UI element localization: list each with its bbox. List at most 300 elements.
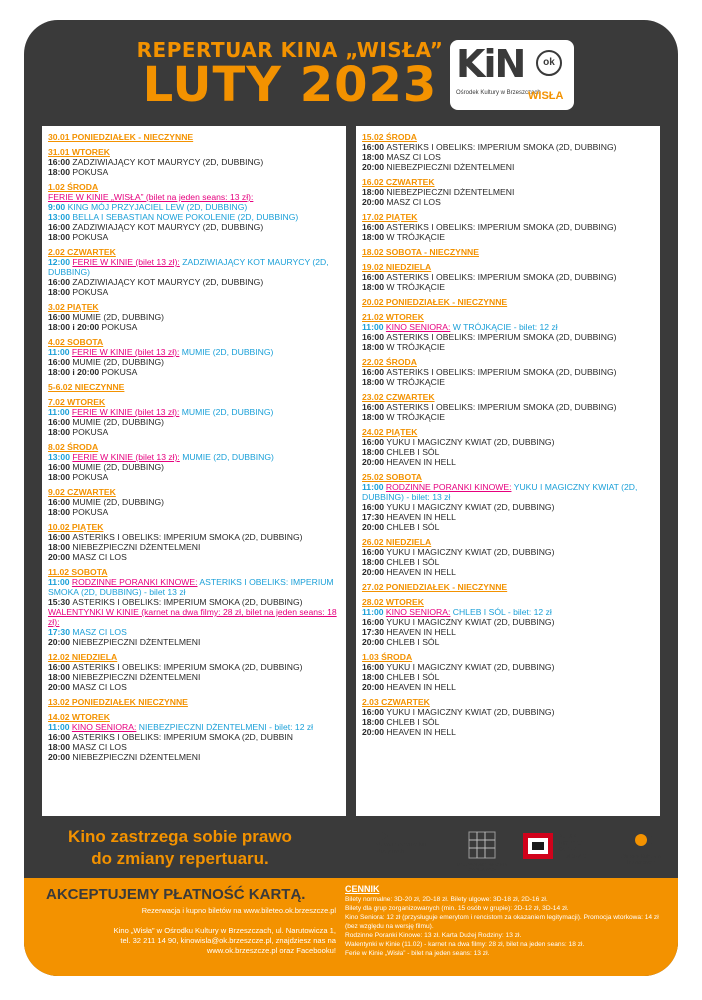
showing-title: NIEBEZPIECZNI DŻENTELMENI bbox=[72, 637, 201, 647]
showing-time: 18:00 bbox=[362, 377, 387, 387]
price-list-title: CENNIK bbox=[345, 884, 380, 894]
showing-time: 18:00 bbox=[362, 717, 387, 727]
schedule-day bbox=[48, 132, 346, 142]
price-line: Ferie w Kinie „Wisła” - bilet na jeden seans: 13 zł. bbox=[345, 950, 490, 957]
ok-circle-icon bbox=[629, 828, 653, 852]
showing-title: MUMIE (2D, DUBBING) bbox=[181, 407, 274, 417]
schedule-day bbox=[48, 302, 346, 332]
schedule-day bbox=[362, 392, 660, 422]
showing-title: W TRÓJKĄCIE bbox=[386, 377, 445, 387]
showing-row bbox=[48, 322, 346, 332]
day-heading: 5-6.02 NIECZYNNE bbox=[48, 382, 125, 392]
notice-line-1: Kino zastrzega sobie prawo bbox=[68, 827, 292, 846]
showing-title: ASTERIKS I OBELIKS: IMPERIUM SMOKA (2D, DUBBING) bbox=[386, 142, 617, 152]
day-heading: 25.02 SOBOTA bbox=[362, 472, 423, 482]
showing-title: MASZ CI LOS bbox=[72, 682, 127, 692]
showing-title: POKUSA bbox=[101, 322, 138, 332]
showing-row bbox=[362, 617, 660, 627]
showing-time: 16:00 bbox=[48, 277, 73, 287]
special-event-label: FERIE W KINIE „WISŁA” (bilet na jeden seans: 13 zł): bbox=[48, 192, 254, 202]
showing-time: 16:00 bbox=[362, 222, 387, 232]
logo-org-name: Ośrodek Kultury w Brzeszczach bbox=[456, 90, 541, 96]
day-heading: 11.02 SOBOTA bbox=[48, 567, 108, 577]
showing-title: YUKU I MAGICZNY KWIAT (2D, DUBBING) - bilet: 13 zł bbox=[362, 482, 638, 502]
showing-row bbox=[362, 322, 660, 332]
showing-title: POKUSA bbox=[101, 367, 138, 377]
showing-row bbox=[48, 532, 346, 542]
showing-title: W TRÓJKĄCIE bbox=[386, 282, 445, 292]
showing-row bbox=[48, 232, 346, 242]
showing-title: NIEBEZPIECZNI DŻENTELMENI bbox=[386, 187, 515, 197]
schedule-day bbox=[362, 582, 660, 592]
day-heading: 3.02 PIĄTEK bbox=[48, 302, 99, 312]
showing-time: 16:00 bbox=[362, 332, 387, 342]
showing-title: MUMIE (2D, DUBBING) bbox=[72, 462, 165, 472]
special-event-label: KINO SENIORA: bbox=[71, 722, 137, 732]
showing-title: MUMIE (2D, DUBBING) bbox=[72, 312, 165, 322]
showing-row bbox=[48, 732, 346, 742]
showing-row bbox=[362, 282, 660, 292]
showing-row bbox=[362, 152, 660, 162]
showing-row bbox=[48, 157, 346, 167]
showing-title: NIEBEZPIECZNI DŻENTELMENI bbox=[72, 542, 201, 552]
day-heading: 8.02 ŚRODA bbox=[48, 442, 99, 452]
showing-title: MUMIE (2D, DUBBING) bbox=[182, 452, 274, 462]
skfs-arrow-icon bbox=[358, 832, 388, 840]
showing-title: POKUSA bbox=[72, 167, 109, 177]
day-heading: 21.02 WTOREK bbox=[362, 312, 424, 322]
day-heading: 19.02 NIEDZIELA bbox=[362, 262, 432, 272]
showing-row bbox=[48, 462, 346, 472]
special-event-label: RODZINNE PORANKI KINOWE: bbox=[385, 482, 512, 492]
day-heading: 15.02 ŚRODA bbox=[362, 132, 417, 142]
showing-time: 20:00 bbox=[362, 522, 387, 532]
showing-time: 18:00 bbox=[362, 282, 387, 292]
showing-title: ASTERIKS I OBELIKS: IMPERIUM SMOKA (2D, DUBBING) bbox=[386, 272, 617, 282]
showing-time: 16:00 bbox=[48, 532, 73, 542]
showing-row bbox=[48, 407, 346, 417]
showing-time: 11:00 bbox=[48, 722, 72, 732]
showing-row bbox=[48, 742, 346, 752]
showing-row bbox=[362, 502, 660, 512]
schedule-day bbox=[48, 382, 346, 392]
poster-month: LUTY 2023 bbox=[142, 57, 438, 113]
showing-title: MUMIE (2D, DUBBING) bbox=[72, 417, 165, 427]
showing-time: 13:00 bbox=[48, 212, 73, 222]
showing-time: 17:30 bbox=[48, 627, 73, 637]
showing-row bbox=[48, 212, 346, 222]
showing-row bbox=[362, 402, 660, 412]
showing-time: 18:00 bbox=[48, 672, 73, 682]
showing-title: ASTERIKS I OBELIKS: IMPERIUM SMOKA (2D, DUBBING) - bilet 13 zł bbox=[48, 577, 334, 597]
showing-title: MASZ CI LOS bbox=[72, 627, 127, 637]
schedule-day bbox=[48, 147, 346, 177]
showing-row bbox=[362, 447, 660, 457]
special-event-label: KINO SENIORA: bbox=[385, 607, 451, 617]
showing-time: 16:00 bbox=[362, 662, 387, 672]
showing-row bbox=[48, 627, 346, 637]
logo-wisla: WISŁA bbox=[528, 90, 564, 102]
showing-row bbox=[362, 512, 660, 522]
showing-title: NIEBEZPIECZNI DŻENTELMENI - bilet: 12 zł bbox=[138, 722, 314, 732]
day-heading: 2.03 CZWARTEK bbox=[362, 697, 430, 707]
price-line: Walentynki w Kinie (11.02) - karnet na dwa filmy: 28 zł, bilet na jeden seans: 18 zł. bbox=[345, 941, 585, 948]
showing-title: ZADZIWIAJĄCY KOT MAURYCY (2D, DUBBING) bbox=[72, 222, 264, 232]
price-list bbox=[345, 884, 663, 958]
showing-row bbox=[362, 607, 660, 617]
showing-title: POKUSA bbox=[72, 427, 109, 437]
showing-time: 18:00 i 20:00 bbox=[48, 322, 102, 332]
showing-title: ASTERIKS I OBELIKS: IMPERIUM SMOKA (2D, DUBBING) bbox=[386, 402, 617, 412]
skfs-logo: stowarzyszenie kin studyjnych bbox=[358, 832, 428, 856]
showing-time: 16:00 bbox=[48, 497, 73, 507]
showing-row bbox=[48, 507, 346, 517]
showing-row bbox=[362, 367, 660, 377]
showing-title: NIEBEZPIECZNI DŻENTELMENI bbox=[386, 162, 515, 172]
showing-time: 15:30 bbox=[48, 597, 73, 607]
special-event-label: FERIE W KINIE (bilet 13 zł): bbox=[71, 347, 180, 357]
cinema-address: Kino „Wisła” w Ośrodku Kultury w Brzeszczach, ul. Narutowicza 1, tel. 32 211 14 90, kinowisla@ok.brzeszcze.pl, znajdziesz nas na www.ok.brzeszcze.pl oraz Facebooku! bbox=[113, 926, 336, 955]
schedule-day bbox=[362, 312, 660, 352]
showing-time: 16:00 bbox=[48, 357, 73, 367]
showing-title: HEAVEN IN HELL bbox=[386, 727, 456, 737]
day-heading: 12.02 NIEDZIELA bbox=[48, 652, 118, 662]
day-heading: 24.02 PIĄTEK bbox=[362, 427, 418, 437]
schedule-day bbox=[48, 652, 346, 692]
special-event-label: RODZINNE PORANKI KINOWE: bbox=[71, 577, 198, 587]
showing-title: POKUSA bbox=[72, 232, 109, 242]
schedule-right-column bbox=[356, 126, 660, 816]
day-heading: 4.02 SOBOTA bbox=[48, 337, 104, 347]
malopolska-grid-icon bbox=[467, 830, 497, 860]
schedule-day bbox=[362, 472, 660, 532]
showing-row bbox=[362, 522, 660, 532]
showing-row bbox=[362, 232, 660, 242]
showing-time: 12:00 bbox=[48, 257, 73, 267]
day-heading: 1.03 ŚRODA bbox=[362, 652, 413, 662]
schedule-day bbox=[362, 357, 660, 387]
schedule-day bbox=[362, 597, 660, 647]
showing-title: CHLEB I SÓL bbox=[386, 637, 440, 647]
showing-title: YUKU I MAGICZNY KWIAT (2D, DUBBING) bbox=[386, 437, 555, 447]
day-heading: 30.01 PONIEDZIAŁEK - NIECZYNNE bbox=[48, 132, 194, 142]
showing-row bbox=[362, 187, 660, 197]
repertoire-notice bbox=[30, 826, 330, 870]
showing-title: CHLEB I SÓL - bilet: 12 zł bbox=[452, 607, 552, 617]
showing-row bbox=[48, 222, 346, 232]
schedule-day bbox=[362, 537, 660, 577]
showing-row bbox=[362, 197, 660, 207]
kino-logo bbox=[450, 40, 574, 110]
showing-row bbox=[362, 162, 660, 172]
showing-time: 18:00 bbox=[48, 287, 73, 297]
showing-time: 18:00 i 20:00 bbox=[48, 367, 102, 377]
schedule-day bbox=[362, 262, 660, 292]
showing-title: CHLEB I SÓL bbox=[386, 557, 440, 567]
showing-time: 16:00 bbox=[362, 402, 387, 412]
logo-kin-text: KiN bbox=[456, 42, 525, 86]
showing-title: MUMIE (2D, DUBBING) bbox=[181, 347, 274, 357]
showing-title: YUKU I MAGICZNY KWIAT (2D, DUBBING) bbox=[386, 707, 555, 717]
showing-title: ZADZIWIAJĄCY KOT MAURYCY (2D, DUBBING) bbox=[72, 277, 264, 287]
day-heading: 7.02 WTOREK bbox=[48, 397, 106, 407]
showing-time: 20:00 bbox=[48, 752, 73, 762]
showing-row bbox=[362, 557, 660, 567]
day-heading: 13.02 PONIEDZIAŁEK NIECZYNNE bbox=[48, 697, 188, 707]
showing-title: YUKU I MAGICZNY KWIAT (2D, DUBBING) bbox=[386, 547, 555, 557]
showing-time: 18:00 bbox=[48, 542, 73, 552]
showing-title: ASTERIKS I OBELIKS: IMPERIUM SMOKA (2D, DUBBING) bbox=[386, 222, 617, 232]
showing-title: CHLEB I SÓL bbox=[386, 672, 440, 682]
showing-title: MASZ CI LOS bbox=[386, 197, 441, 207]
showing-time: 18:00 bbox=[362, 187, 387, 197]
showing-time: 18:00 bbox=[362, 232, 387, 242]
showing-time: 16:00 bbox=[48, 732, 73, 742]
showing-title: ZADZIWIAJĄCY KOT MAURYCY (2D, DUBBING) bbox=[48, 257, 329, 277]
price-line: Bilety dla grup zorganizowanych (min. 15 osób w grupie): 2D-12 zł, 3D-14 zł. bbox=[345, 905, 569, 912]
showing-time: 17:30 bbox=[362, 512, 387, 522]
showing-row bbox=[362, 272, 660, 282]
showing-row bbox=[48, 312, 346, 322]
showing-time: 16:00 bbox=[48, 312, 73, 322]
schedule-day bbox=[362, 132, 660, 172]
day-heading: 9.02 CZWARTEK bbox=[48, 487, 116, 497]
showing-time: 16:00 bbox=[48, 157, 73, 167]
day-heading: 16.02 CZWARTEK bbox=[362, 177, 435, 187]
showing-time: 18:00 bbox=[48, 427, 73, 437]
showing-row bbox=[48, 192, 346, 202]
showing-time: 11:00 bbox=[362, 322, 386, 332]
showing-title: MUMIE (2D, DUBBING) bbox=[72, 357, 165, 367]
schedule-day bbox=[48, 397, 346, 437]
showing-row bbox=[362, 672, 660, 682]
showing-time: 20:00 bbox=[48, 637, 73, 647]
special-event-label: FERIE W KINIE (bilet 13 zł): bbox=[72, 452, 180, 462]
schedule-day bbox=[362, 697, 660, 737]
showing-row bbox=[48, 202, 346, 212]
showing-row bbox=[48, 607, 346, 627]
showing-time: 11:00 bbox=[48, 347, 72, 357]
showing-row bbox=[48, 167, 346, 177]
showing-row bbox=[48, 637, 346, 647]
showing-time: 20:00 bbox=[362, 197, 387, 207]
showing-row bbox=[48, 662, 346, 672]
showing-title: MUMIE (2D, DUBBING) bbox=[72, 497, 165, 507]
showing-row bbox=[362, 142, 660, 152]
showing-title: HEAVEN IN HELL bbox=[386, 627, 456, 637]
showing-time: 16:00 bbox=[48, 662, 73, 672]
schedule-day bbox=[362, 427, 660, 467]
showing-title: HEAVEN IN HELL bbox=[386, 567, 456, 577]
showing-row bbox=[48, 277, 346, 287]
showing-title: NIEBEZPIECZNI DŻENTELMENI bbox=[72, 672, 201, 682]
showing-time: 20:00 bbox=[362, 162, 387, 172]
showing-row bbox=[362, 627, 660, 637]
malopolska-logo: MAŁOPOLSKA SIEĆ KIN CYFROWYCH bbox=[452, 830, 512, 872]
showing-time: 16:00 bbox=[362, 367, 387, 377]
showing-time: 20:00 bbox=[362, 457, 387, 467]
showing-title: KING MÓJ PRZYJACIEL LEW (2D, DUBBING) bbox=[67, 202, 248, 212]
day-heading: 18.02 SOBOTA - NIECZYNNE bbox=[362, 247, 479, 257]
showing-time: 18:00 bbox=[362, 672, 387, 682]
special-event-label: FERIE W KINIE (bilet 13 zł): bbox=[72, 257, 180, 267]
day-heading: 26.02 NIEDZIELA bbox=[362, 537, 432, 547]
showing-title: CHLEB I SÓL bbox=[386, 447, 440, 457]
showing-time: 18:00 bbox=[48, 232, 73, 242]
showing-row bbox=[362, 377, 660, 387]
schedule-day bbox=[48, 522, 346, 562]
showing-row bbox=[362, 717, 660, 727]
showing-title: YUKU I MAGICZNY KWIAT (2D, DUBBING) bbox=[386, 662, 555, 672]
showing-time: 18:00 bbox=[48, 472, 73, 482]
showing-row bbox=[362, 342, 660, 352]
showing-time: 20:00 bbox=[362, 727, 387, 737]
showing-row bbox=[48, 472, 346, 482]
showing-title: MASZ CI LOS bbox=[72, 742, 127, 752]
showing-time: 16:00 bbox=[362, 502, 387, 512]
showing-time: 16:00 bbox=[48, 462, 73, 472]
showing-row bbox=[48, 287, 346, 297]
showing-title: W TRÓJKĄCIE bbox=[386, 232, 445, 242]
showing-row bbox=[48, 552, 346, 562]
showing-time: 16:00 bbox=[48, 417, 73, 427]
schedule-day bbox=[48, 442, 346, 482]
showing-row bbox=[362, 547, 660, 557]
showing-title: BELLA I SEBASTIAN NOWE POKOLENIE (2D, DUBBING) bbox=[72, 212, 299, 222]
showing-title: HEAVEN IN HELL bbox=[386, 512, 456, 522]
showing-title: ASTERIKS I OBELIKS: IMPERIUM SMOKA (2D, DUBBING) bbox=[72, 597, 303, 607]
showing-time: 20:00 bbox=[362, 637, 387, 647]
showing-title: YUKU I MAGICZNY KWIAT (2D, DUBBING) bbox=[386, 502, 555, 512]
showing-row bbox=[48, 347, 346, 357]
schedule-day bbox=[48, 337, 346, 377]
schedule-left-column bbox=[42, 126, 346, 816]
showing-title: YUKU I MAGICZNY KWIAT (2D, DUBBING) bbox=[386, 617, 555, 627]
showing-title: POKUSA bbox=[72, 507, 109, 517]
day-heading: 31.01 WTOREK bbox=[48, 147, 110, 157]
day-heading: 2.02 CZWARTEK bbox=[48, 247, 116, 257]
showing-title: ASTERIKS I OBELIKS: IMPERIUM SMOKA (2D, DUBBING) bbox=[386, 332, 617, 342]
showing-time: 17:30 bbox=[362, 627, 387, 637]
schedule-day bbox=[48, 712, 346, 762]
showing-row bbox=[362, 707, 660, 717]
schedule-day bbox=[362, 247, 660, 257]
schedule-day bbox=[48, 487, 346, 517]
showing-time: 16:00 bbox=[48, 222, 73, 232]
showing-row bbox=[48, 357, 346, 367]
special-event-label: WALENTYNKI W KINIE (karnet na dwa filmy: 28 zł, bilet na jeden seans: 18 zł): bbox=[48, 607, 337, 627]
special-event-label: KINO SENIORA: bbox=[385, 322, 451, 332]
showing-time: 18:00 bbox=[48, 507, 73, 517]
showing-time: 16:00 bbox=[362, 272, 387, 282]
price-line: Kino Seniora: 12 zł (przysługuje emerytom i rencistom za okazaniem legitymacji). Promocja wtorkowa: 14 zł (bez względu na wersję filmu). bbox=[345, 914, 659, 930]
showing-row bbox=[48, 542, 346, 552]
showing-row bbox=[48, 597, 346, 607]
showing-row bbox=[48, 367, 346, 377]
showing-time: 18:00 bbox=[362, 342, 387, 352]
showing-row bbox=[362, 567, 660, 577]
showing-time: 18:00 bbox=[362, 557, 387, 567]
showing-row bbox=[48, 672, 346, 682]
sponsor-logos: stowarzyszenie kin studyjnych MAŁOPOLSKA SIEĆ KIN CYFROWYCH POLSKI INSTYTUT SZTUKI FILMOWEJ Ośrodek Kultury w Brzeszczach bbox=[356, 826, 666, 876]
showing-row bbox=[362, 412, 660, 422]
showing-title: POKUSA bbox=[72, 287, 109, 297]
showing-title: NIEBEZPIECZNI DŻENTELMENI bbox=[72, 752, 201, 762]
showing-row bbox=[362, 482, 660, 502]
schedule-day bbox=[48, 182, 346, 242]
showing-row bbox=[362, 437, 660, 447]
showing-time: 11:00 bbox=[48, 407, 72, 417]
showing-row bbox=[362, 727, 660, 737]
showing-title: HEAVEN IN HELL bbox=[386, 682, 456, 692]
showing-time: 11:00 bbox=[362, 482, 386, 492]
showing-row bbox=[48, 722, 346, 732]
ok-logo-icon: ok bbox=[536, 50, 562, 76]
showing-time: 16:00 bbox=[362, 707, 387, 717]
day-heading: 23.02 CZWARTEK bbox=[362, 392, 435, 402]
special-event-label: FERIE W KINIE (bilet 13 zł): bbox=[71, 407, 180, 417]
showing-row bbox=[48, 452, 346, 462]
showing-time: 16:00 bbox=[362, 142, 387, 152]
showing-time: 16:00 bbox=[362, 617, 387, 627]
showing-row bbox=[48, 752, 346, 762]
card-payment-notice: AKCEPTUJEMY PŁATNOŚĆ KARTĄ. bbox=[46, 886, 306, 903]
showing-time: 9:00 bbox=[48, 202, 68, 212]
showing-row bbox=[362, 637, 660, 647]
showing-row bbox=[48, 577, 346, 597]
showing-title: ASTERIKS I OBELIKS: IMPERIUM SMOKA (2D, DUBBING) bbox=[72, 532, 303, 542]
showing-title: CHLEB I SÓL bbox=[386, 522, 440, 532]
schedule-day bbox=[362, 297, 660, 307]
showing-time: 11:00 bbox=[362, 607, 386, 617]
showing-time: 18:00 bbox=[48, 167, 73, 177]
schedule-day bbox=[362, 652, 660, 692]
day-heading: 17.02 PIĄTEK bbox=[362, 212, 418, 222]
schedule-day bbox=[48, 247, 346, 297]
day-heading: 27.02 PONIEDZIAŁEK - NIECZYNNE bbox=[362, 582, 508, 592]
showing-time: 18:00 bbox=[362, 447, 387, 457]
showing-row bbox=[48, 497, 346, 507]
day-heading: 22.02 ŚRODA bbox=[362, 357, 417, 367]
price-list-lines bbox=[345, 895, 663, 958]
day-heading: 20.02 PONIEDZIAŁEK - NIECZYNNE bbox=[362, 297, 508, 307]
poster-title: REPERTUAR KINA „WISŁA” bbox=[136, 38, 444, 62]
schedule-day bbox=[48, 567, 346, 647]
showing-row bbox=[48, 417, 346, 427]
showing-title: W TRÓJKĄCIE bbox=[386, 342, 445, 352]
day-heading: 10.02 PIĄTEK bbox=[48, 522, 104, 532]
showing-title: W TRÓJKĄCIE bbox=[386, 412, 445, 422]
schedule-day bbox=[362, 212, 660, 242]
showing-title: ZADZIWIAJĄCY KOT MAURYCY (2D, DUBBING) bbox=[72, 157, 264, 167]
reservation-info[interactable]: Rezerwacja i kupno biletów na www.bileteo.ok.brzeszcze.pl bbox=[141, 906, 336, 915]
showing-time: 18:00 bbox=[48, 742, 73, 752]
showing-row bbox=[48, 682, 346, 692]
showing-title: ASTERIKS I OBELIKS: IMPERIUM SMOKA (2D, DUBBIN bbox=[72, 732, 293, 742]
showing-time: 11:00 bbox=[48, 577, 72, 587]
showing-title: ASTERIKS I OBELIKS: IMPERIUM SMOKA (2D, DUBBING) bbox=[72, 662, 303, 672]
showing-row bbox=[362, 662, 660, 672]
day-heading: 14.02 WTOREK bbox=[48, 712, 110, 722]
price-line: Rodzinne Poranki Kinowe: 13 zł. Karta Dużej Rodziny: 13 zł. bbox=[345, 932, 522, 939]
pisf-frame-icon bbox=[522, 832, 554, 860]
showing-time: 16:00 bbox=[362, 547, 387, 557]
showing-row bbox=[362, 222, 660, 232]
schedule-day bbox=[362, 177, 660, 207]
showing-row bbox=[362, 457, 660, 467]
showing-title: HEAVEN IN HELL bbox=[386, 457, 456, 467]
showing-title: CHLEB I SÓL bbox=[386, 717, 440, 727]
